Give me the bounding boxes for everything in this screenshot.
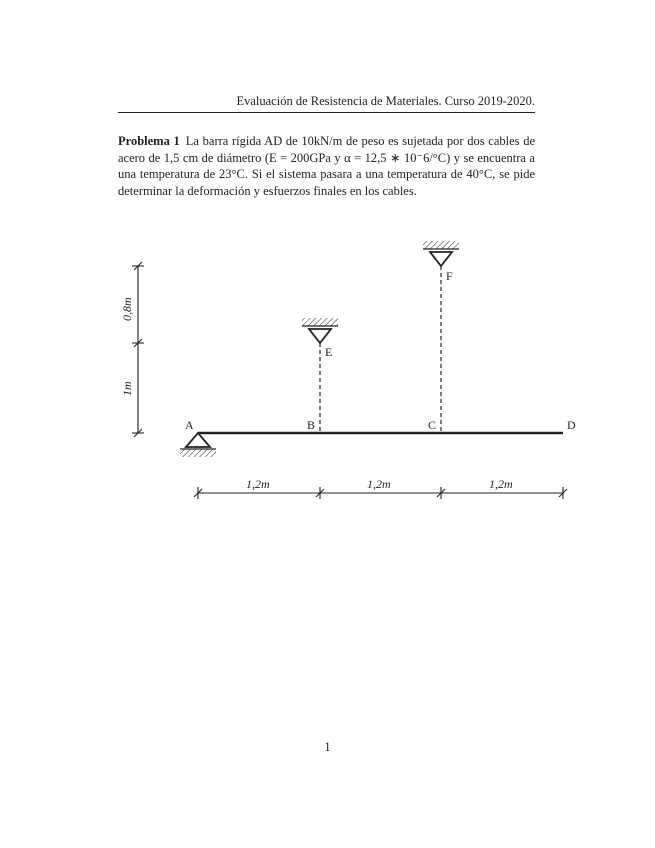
label-b: B bbox=[307, 418, 316, 432]
dim-cd-label: 1,2m bbox=[489, 477, 513, 491]
dim-lower-label: 1m bbox=[120, 381, 134, 396]
label-c: C bbox=[428, 418, 437, 432]
label-a: A bbox=[185, 418, 194, 432]
dim-bc-label: 1,2m bbox=[367, 477, 391, 491]
vertical-dimension bbox=[132, 262, 144, 437]
label-d: D bbox=[567, 418, 576, 432]
pin-support-a bbox=[180, 433, 216, 457]
label-f: F bbox=[446, 269, 453, 283]
running-header: Evaluación de Resistencia de Materiales. Curso 2019-2020. bbox=[118, 94, 535, 113]
label-e: E bbox=[325, 345, 333, 359]
dim-ab-label: 1,2m bbox=[246, 477, 270, 491]
dim-upper-label: 0,8m bbox=[120, 297, 134, 321]
problem-label: Problema 1 bbox=[118, 134, 180, 148]
problem-text: La barra rígida AD de 10kN/m de peso es sujetada por dos cables de acero de 1,5 cm de diámetro (E = 200GPa y α = 12,5 ∗ 10⁻6/°C) y se encuentra a una temperatura de 23°C. Si el sistema pasara a una temperatura de 40°C, se pide determinar la deformación y esfuerzos finales en los cables. bbox=[118, 134, 535, 198]
page-number: 1 bbox=[324, 740, 331, 754]
ceiling-support-f bbox=[423, 241, 459, 266]
ceiling-support-e bbox=[302, 318, 338, 343]
